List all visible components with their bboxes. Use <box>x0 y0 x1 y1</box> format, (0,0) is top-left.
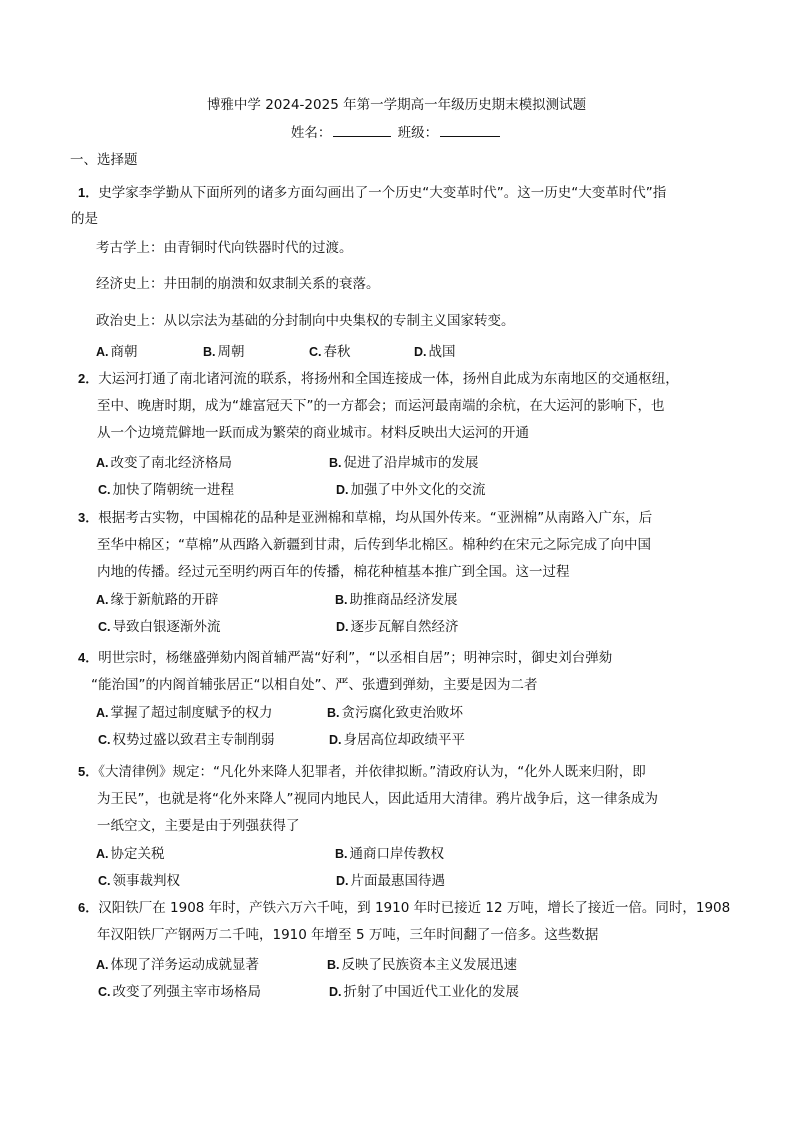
option-b[interactable]: B. 周朝 <box>203 344 245 360</box>
option-a[interactable]: A. 商朝 <box>96 344 138 360</box>
question-line: 的是 <box>71 211 98 227</box>
option-b[interactable]: B. 助推商品经济发展 <box>335 592 458 608</box>
option-c[interactable]: C. 领事裁判权 <box>98 873 180 889</box>
option-d[interactable]: D. 折射了中国近代工业化的发展 <box>329 984 519 1000</box>
question-text <box>78 898 730 918</box>
exam-title: 博雅中学 2024-2025 年第一学期高一年级历史期末模拟测试题 <box>206 97 587 113</box>
question-line: 为王民”，也就是将“化外来降人”视同内地民人，因此适用大清律。鸦片战争后，这一律条成为 <box>97 791 658 807</box>
student-info <box>0 123 793 143</box>
option-b[interactable]: B. 反映了民族资本主义发展迅速 <box>327 957 517 973</box>
question-line: 《大清律例》规定：“凡化外来降人犯罪者，并依律拟断。”清政府认为，“化外人既来归附，即 <box>98 764 646 780</box>
question-number: 4． <box>78 650 99 665</box>
question-line: 根据考古实物，中国棉花的品种是亚洲棉和草棉，均从国外传来。“亚洲棉”从南路入广东，后 <box>98 510 653 526</box>
option-c[interactable]: C. 加快了隋朝统一进程 <box>98 482 234 498</box>
option-c[interactable]: C. 权势过盛以致君主专制削弱 <box>98 732 275 748</box>
option-a[interactable]: A. 改变了南北经济格局 <box>96 455 232 471</box>
class-label: 班级： <box>397 125 439 141</box>
question-text <box>78 648 612 668</box>
question-line: 史学家李学勤从下面所列的诸多方面勾画出了一个历史“大变革时代”。这一历史“大变革时代”指 <box>98 185 667 201</box>
material-line: 考古学上：由青铜时代向铁器时代的过渡。 <box>96 240 353 256</box>
material-line: 经济史上：井田制的崩溃和奴隶制关系的衰落。 <box>96 276 380 292</box>
question-line: 一纸空文，主要是由于列强获得了 <box>97 818 300 834</box>
question-text <box>78 508 652 528</box>
question-line: “能治国”的内阁首辅张居正“以相自处”、严、张遭到弹劾，主要是因为二者 <box>91 677 538 693</box>
option-c[interactable]: C. 导致白银逐渐外流 <box>98 619 221 635</box>
option-b[interactable]: B. 贪污腐化致吏治败坏 <box>327 705 463 721</box>
option-a[interactable]: A. 缘于新航路的开辟 <box>96 592 219 608</box>
option-b[interactable]: B. 促进了沿岸城市的发展 <box>329 455 479 471</box>
option-d[interactable]: D. 身居高位却政绩平平 <box>329 732 465 748</box>
material-line: 政治史上：从以宗法为基础的分封制向中央集权的专制主义国家转变。 <box>96 313 515 329</box>
question-line: 年汉阳铁厂产钢两万二千吨，1910 年增至 5 万吨，三年时间翻了一倍多。这些数据 <box>97 927 599 943</box>
question-number: 1． <box>78 185 99 200</box>
question-line: 大运河打通了南北诸河流的联系，将扬州和全国连接成一体，扬州自此成为东南地区的交通枢纽， <box>98 371 679 387</box>
option-d[interactable]: D. 片面最惠国待遇 <box>336 873 445 889</box>
question-number: 2． <box>78 371 99 386</box>
class-blank[interactable] <box>440 123 500 137</box>
option-a[interactable]: A. 协定关税 <box>96 846 165 862</box>
option-a[interactable]: A. 体现了洋务运动成就显著 <box>96 957 259 973</box>
option-a[interactable]: A. 掌握了超过制度赋予的权力 <box>96 705 273 721</box>
option-b[interactable]: B. 通商口岸传教权 <box>335 846 444 862</box>
question-text <box>78 183 666 203</box>
question-number: 6． <box>78 900 99 915</box>
option-d[interactable]: D. 战国 <box>414 344 456 360</box>
question-line: 明世宗时，杨继盛弹劾内阁首辅严嵩“好利”，“以丞相自居”；明神宗时，御史刘台弹劾 <box>98 650 613 666</box>
question-number: 5． <box>78 764 99 779</box>
name-blank[interactable] <box>333 123 391 137</box>
section-title: 一、选择题 <box>70 152 138 168</box>
name-label: 姓名： <box>290 125 332 141</box>
option-c[interactable]: C. 春秋 <box>309 344 351 360</box>
question-line: 至中、晚唐时期，成为“雄富冠天下”的一方都会；而运河最南端的余杭，在大运河的影响下，也 <box>97 398 665 414</box>
question-line: 内地的传播。经过元至明约两百年的传播，棉花种植基本推广到全国。这一过程 <box>97 564 570 580</box>
option-d[interactable]: D. 逐步瓦解自然经济 <box>336 619 459 635</box>
question-line: 汉阳铁厂在 1908 年时，产铁六万六千吨，到 1910 年时已接近 12 万吨，增长了接近一倍。同时，1908 <box>98 900 731 916</box>
option-d[interactable]: D. 加强了中外文化的交流 <box>336 482 486 498</box>
question-line: 从一个边境荒僻地一跃而成为繁荣的商业城市。材料反映出大运河的开通 <box>97 425 529 441</box>
question-text <box>78 369 679 389</box>
question-text <box>78 762 646 782</box>
question-number: 3． <box>78 510 99 525</box>
question-line: 至华中棉区；“草棉”从西路入新疆到甘肃，后传到华北棉区。棉种约在宋元之际完成了向中国 <box>97 537 651 553</box>
option-c[interactable]: C. 改变了列强主宰市场格局 <box>98 984 261 1000</box>
